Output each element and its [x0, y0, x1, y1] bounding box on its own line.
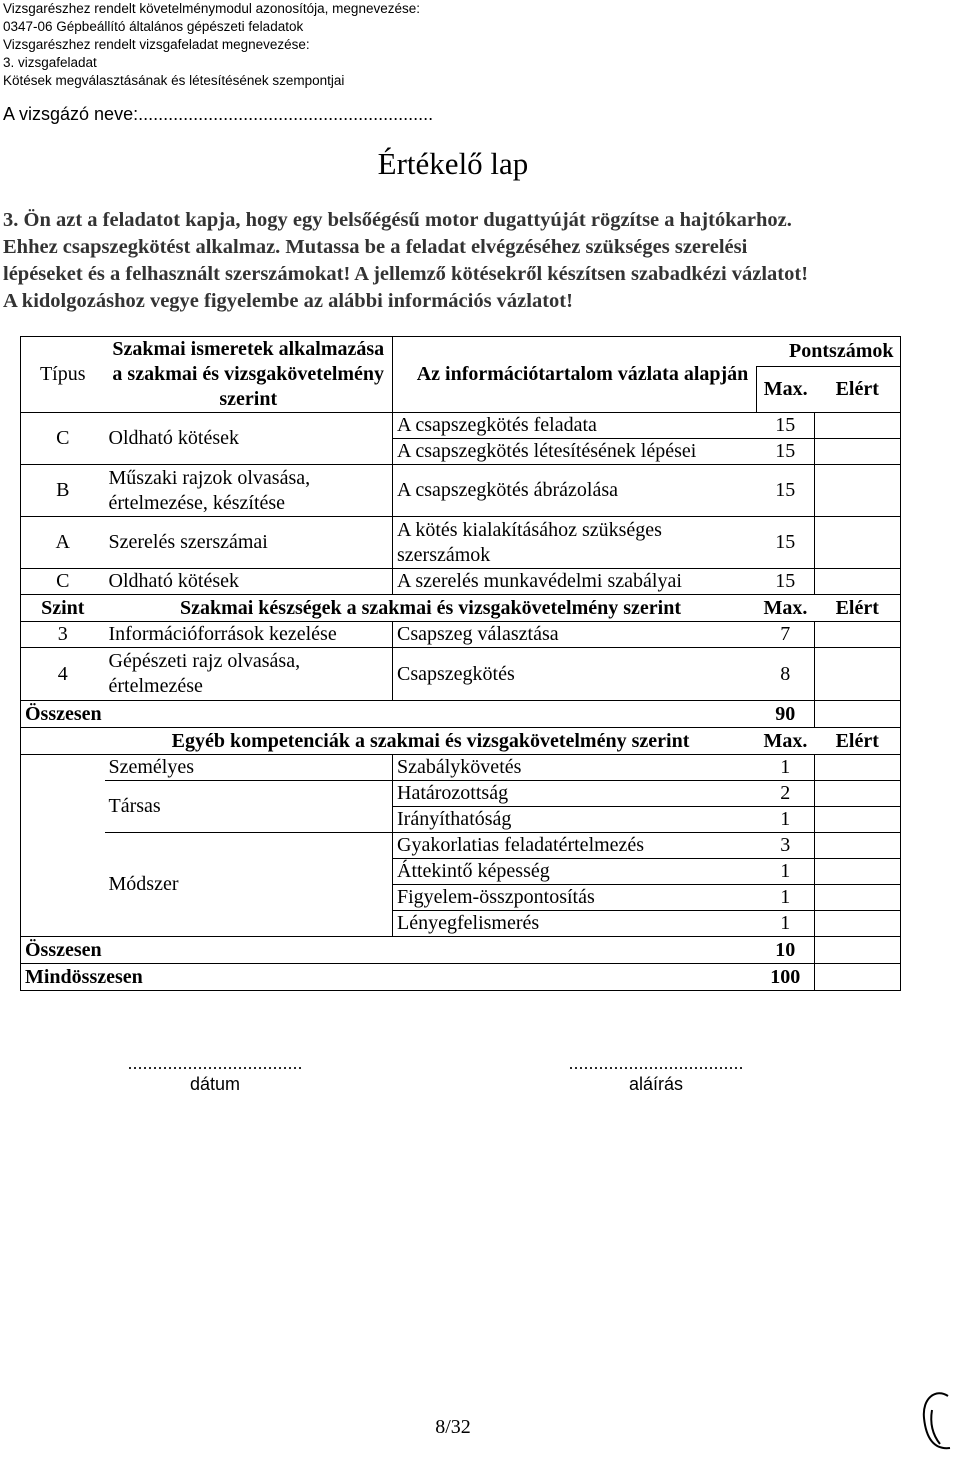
col-header-max: Max. — [757, 595, 815, 622]
page-title: Értékelő lap — [377, 146, 529, 181]
row-max: 1 — [757, 859, 815, 885]
header-line-task-number: 3. vizsgafeladat — [3, 55, 97, 70]
date-dots: ................................... — [127, 1053, 303, 1073]
row-area: Szerelés szerszámai — [105, 517, 393, 569]
row-achieved-cell[interactable] — [815, 859, 901, 885]
col-header-achieved: Elért — [815, 367, 901, 413]
row-type: B — [21, 465, 105, 517]
row-group: Társas — [105, 781, 393, 833]
subtotal-value: 90 — [757, 701, 815, 728]
row-group: Személyes — [105, 755, 393, 781]
row-group: Módszer — [105, 833, 393, 937]
row-area: Információforrások kezelése — [105, 622, 393, 648]
col-header-max: Max. — [757, 367, 815, 413]
subtotal-achieved-cell[interactable] — [815, 937, 901, 964]
row-max: 1 — [757, 885, 815, 911]
header-line-task-label: Vizsgarészhez rendelt vizsgafeladat megnevezése: — [3, 37, 310, 52]
row-item: Irányíthatóság — [393, 807, 757, 833]
row-max: 15 — [757, 465, 815, 517]
evaluation-table — [20, 336, 900, 991]
task-description — [3, 207, 905, 315]
grand-total-label: Mindösszesen — [21, 964, 757, 991]
row-type: C — [21, 569, 105, 595]
row-max: 15 — [757, 517, 815, 569]
row-type: A — [21, 517, 105, 569]
col-header-info: Az információtartalom vázlata alapján — [393, 337, 757, 413]
row-type: C — [21, 413, 105, 465]
page-header — [3, 0, 420, 90]
subtotal-label: Összesen — [21, 937, 757, 964]
row-max: 8 — [757, 648, 815, 701]
other-section-title: Egyéb kompetenciák a szakmai és vizsgakövetelmény szerint — [105, 728, 757, 755]
row-level: 3 — [21, 622, 105, 648]
row-achieved-cell[interactable] — [815, 622, 901, 648]
date-field[interactable] — [85, 1053, 345, 1095]
row-achieved-cell[interactable] — [815, 465, 901, 517]
grand-total-achieved-cell[interactable] — [815, 964, 901, 991]
col-header-points: Pontszámok — [757, 337, 901, 367]
row-max: 15 — [757, 569, 815, 595]
row-achieved-cell[interactable] — [815, 781, 901, 807]
row-achieved-cell[interactable] — [815, 517, 901, 569]
row-max: 1 — [757, 911, 815, 937]
col-header-type: Típus — [21, 337, 105, 413]
row-achieved-cell[interactable] — [815, 569, 901, 595]
signature-label: aláírás — [628, 1074, 684, 1094]
row-achieved-cell[interactable] — [815, 885, 901, 911]
subtotal-label: Összesen — [21, 701, 757, 728]
row-achieved-cell[interactable] — [815, 413, 901, 439]
row-item: Lényegfelismerés — [393, 911, 757, 937]
task-line: Ehhez csapszegkötést alkalmaz. Mutassa be a feladat elvégzéséhez szükséges szerelési — [3, 236, 748, 258]
row-item: A kötés kialakításához szükséges szerszámok — [393, 517, 757, 569]
row-achieved-cell[interactable] — [815, 911, 901, 937]
row-item: Gyakorlatias feladatértelmezés — [393, 833, 757, 859]
header-line-task-title: Kötések megválasztásának és létesítésének szempontjai — [3, 73, 345, 88]
row-achieved-cell[interactable] — [815, 807, 901, 833]
row-item: A csapszegkötés ábrázolása — [393, 465, 757, 517]
examinee-name-line: A vizsgázó neve:........................................................... — [3, 104, 434, 124]
date-label: dátum — [189, 1074, 241, 1094]
row-achieved-cell[interactable] — [815, 439, 901, 465]
skills-section-title: Szakmai készségek a szakmai és vizsgakövetelmény szerint — [105, 595, 757, 622]
row-item: Áttekintő képesség — [393, 859, 757, 885]
row-item: Figyelem-összpontosítás — [393, 885, 757, 911]
subtotal-achieved-cell[interactable] — [815, 701, 901, 728]
row-max: 15 — [757, 413, 815, 439]
task-line: lépéseket és a felhasznált szerszámokat! A jellemző kötésekről készítsen szabadkézi vázlatot! — [3, 263, 809, 285]
row-area: Oldható kötések — [105, 413, 393, 465]
row-max: 3 — [757, 833, 815, 859]
row-item: A csapszegkötés létesítésének lépései — [393, 439, 757, 465]
row-area: Gépészeti rajz olvasása, értelmezése — [105, 648, 393, 701]
subtotal-value: 10 — [757, 937, 815, 964]
header-line-module: 0347-06 Gépbeállító általános gépészeti feladatok — [3, 19, 304, 34]
col-header-max: Max. — [757, 728, 815, 755]
task-line: 3. Ön azt a feladatot kapja, hogy egy belsőégésű motor dugattyúját rögzítse a hajtókarhoz. — [3, 209, 792, 231]
col-header-achieved: Elért — [815, 595, 901, 622]
row-achieved-cell[interactable] — [815, 648, 901, 701]
row-item: Szabálykövetés — [393, 755, 757, 781]
grand-total-value: 100 — [757, 964, 815, 991]
signature-field[interactable] — [526, 1053, 786, 1095]
col-header-knowledge: Szakmai ismeretek alkalmazása a szakmai és vizsgakövetelmény szerint — [105, 337, 393, 413]
row-item: Csapszeg választása — [393, 622, 757, 648]
handwritten-initial-icon — [918, 1388, 956, 1458]
row-item: A szerelés munkavédelmi szabályai — [393, 569, 757, 595]
row-item: Határozottság — [393, 781, 757, 807]
row-achieved-cell[interactable] — [815, 755, 901, 781]
row-achieved-cell[interactable] — [815, 833, 901, 859]
row-area: Műszaki rajzok olvasása, értelmezése, készítése — [105, 465, 393, 517]
row-max: 15 — [757, 439, 815, 465]
header-line-module-label: Vizsgarészhez rendelt követelménymodul azonosítója, megnevezése: — [3, 1, 420, 16]
signature-dots: ................................... — [568, 1053, 744, 1073]
col-header-achieved: Elért — [815, 728, 901, 755]
page-number: 8/32 — [435, 1416, 471, 1438]
col-header-level: Szint — [21, 595, 105, 622]
row-area: Oldható kötések — [105, 569, 393, 595]
row-max: 2 — [757, 781, 815, 807]
row-item: A csapszegkötés feladata — [393, 413, 757, 439]
row-max: 1 — [757, 755, 815, 781]
task-line: A kidolgozáshoz vegye figyelembe az alábbi információs vázlatot! — [3, 290, 573, 312]
row-max: 1 — [757, 807, 815, 833]
row-level: 4 — [21, 648, 105, 701]
row-max: 7 — [757, 622, 815, 648]
row-item: Csapszegkötés — [393, 648, 757, 701]
